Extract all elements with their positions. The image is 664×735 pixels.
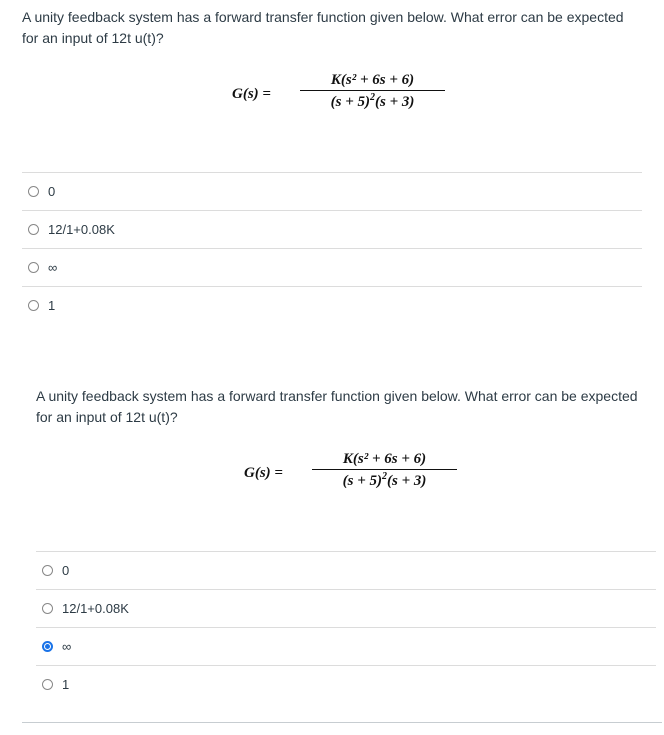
answer-label: 1 [48, 298, 56, 313]
radio-button[interactable] [42, 565, 53, 576]
formula-numerator: K(s² + 6s + 6) [342, 451, 427, 467]
answer-option[interactable] [22, 248, 642, 286]
answer-label: 0 [62, 563, 70, 578]
answer-option[interactable] [22, 210, 642, 248]
divider [22, 722, 662, 723]
answer-label: ∞ [62, 639, 72, 654]
answer-option[interactable] [36, 589, 656, 627]
formula-lhs: G(s) = [232, 86, 271, 102]
answer-option-selected[interactable] [36, 627, 656, 665]
answer-option[interactable] [36, 665, 656, 703]
answer-label: ∞ [48, 260, 58, 275]
radio-button[interactable] [28, 300, 39, 311]
formula-denominator: $(s + 5)^2(s + 3)$ [330, 92, 415, 110]
answer-option[interactable] [22, 172, 642, 210]
formula-denominator: $(s + 5)^2(s + 3)$ [342, 471, 427, 489]
question-2-text: A unity feedback system has a forward transfer function given below. What error can be expected for an input of 12t u(t)? [36, 388, 638, 425]
answer-option[interactable] [22, 286, 642, 324]
formula-numerator: K(s² + 6s + 6) [330, 72, 415, 88]
question-1-text: A unity feedback system has a forward transfer function given below. What error can be expected for an input of 12t u(t)? [22, 9, 624, 46]
radio-button[interactable] [28, 262, 39, 273]
radio-button[interactable] [28, 186, 39, 197]
radio-button-checked[interactable] [42, 641, 53, 652]
answer-label: 1 [62, 677, 70, 692]
answer-label: 0 [48, 184, 56, 199]
radio-button[interactable] [28, 224, 39, 235]
answer-option[interactable] [36, 551, 656, 589]
formula-lhs: G(s) = [244, 465, 283, 481]
radio-button[interactable] [42, 603, 53, 614]
answer-label: 12/1+0.08K [62, 601, 129, 616]
answer-label: 12/1+0.08K [48, 222, 115, 237]
radio-button[interactable] [42, 679, 53, 690]
